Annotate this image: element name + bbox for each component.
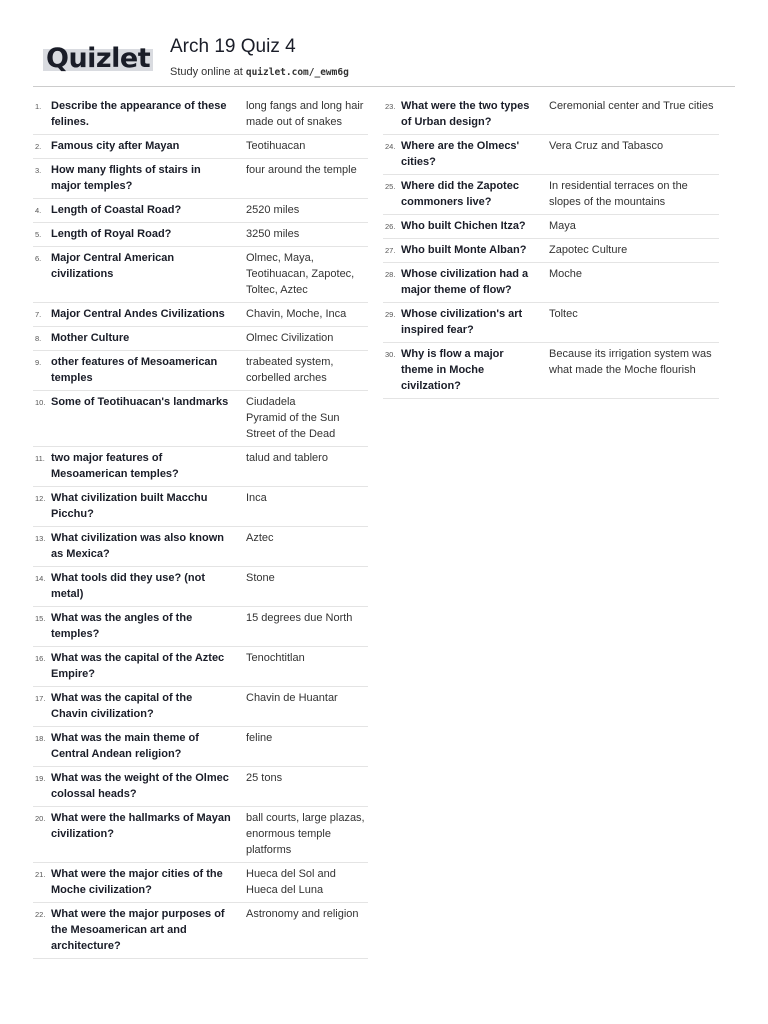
term-row [33,159,368,199]
term-number: 7. [35,310,42,319]
term-row [383,343,719,399]
term-text: What was the main theme of Central Andean religion? [51,732,199,760]
study-online-line [170,66,349,78]
term-number: 17. [35,694,46,703]
definition-text: Aztec [246,532,274,544]
definition-text: Astronomy and religion [246,908,359,920]
definition-text: Ceremonial center and True cities [549,100,714,112]
term-number: 8. [35,334,42,343]
term-number: 20. [35,814,46,823]
definition-text: long fangs and long hair made out of snakes [246,100,364,128]
term-row [33,223,368,247]
term-row [33,487,368,527]
term-text: What were the hallmarks of Mayan civilization? [51,812,231,840]
term-text: Famous city after Mayan [51,140,180,152]
term-row [33,303,368,327]
definition-text: Chavin de Huantar [246,692,338,704]
term-row [33,199,368,223]
term-text: Whose civilization had a major theme of flow? [401,268,529,296]
term-row [33,687,368,727]
term-number: 15. [35,614,46,623]
term-row [33,391,368,447]
definition-text: Olmec Civilization [246,332,334,344]
term-row [33,135,368,159]
definition-text: 15 degrees due North [246,612,353,624]
term-text: Major Central Andes Civilizations [51,308,225,320]
term-text: Describe the appearance of these felines. [51,100,227,128]
definition-text: Tenochtitlan [246,652,305,664]
term-row [33,447,368,487]
term-text: What civilization built Macchu Picchu? [51,492,208,520]
definition-text: Vera Cruz and Tabasco [549,140,664,152]
term-number: 3. [35,166,42,175]
definition-text: 25 tons [246,772,283,784]
term-text: What was the capital of the Chavin civilization? [51,692,193,720]
term-text: What were the two types of Urban design? [401,100,530,128]
term-row [33,351,368,391]
term-number: 19. [35,774,46,783]
term-row [33,863,368,903]
term-text: What was the angles of the temples? [51,612,193,640]
term-text: What civilization was also known as Mexica? [51,532,224,560]
term-row [33,903,368,959]
term-number: 10. [35,398,46,407]
term-text: What were the major cities of the Moche civilization? [51,868,223,896]
definition-text: talud and tablero [246,452,328,464]
term-number: 11. [35,454,45,463]
term-row [33,607,368,647]
term-row [33,95,368,135]
term-row [383,215,719,239]
term-number: 30. [385,350,396,359]
definition-text: Teotihuacan [246,140,306,152]
definition-text: Ciudadela Pyramid of the Sun Street of the Dead [246,396,340,440]
definition-text: 2520 miles [246,204,300,216]
term-text: What were the major purposes of the Mesoamerican art and architecture? [51,908,225,952]
definition-text: four around the temple [246,164,357,176]
definition-text: ball courts, large plazas, enormous temple platforms [246,812,365,856]
term-text: Length of Coastal Road? [51,204,182,216]
header-divider [33,86,735,87]
term-number: 25. [385,182,396,191]
term-row [33,807,368,863]
term-text: two major features of Mesoamerican temples? [51,452,179,480]
term-text: How many flights of stairs in major temples? [51,164,201,192]
term-text: other features of Mesoamerican temples [51,356,218,384]
term-text: Who built Monte Alban? [401,244,527,256]
definition-text: Toltec [549,308,578,320]
definition-text: Maya [549,220,576,232]
term-number: 14. [35,574,46,583]
term-row [383,303,719,343]
term-text: Who built Chichen Itza? [401,220,526,232]
term-text: What was the capital of the Aztec Empire? [51,652,225,680]
definition-text: trabeated system, corbelled arches [246,356,334,384]
study-url-link[interactable]: quizlet.com/_ewm6g [245,67,349,78]
term-number: 5. [35,230,42,239]
definition-text: feline [246,732,273,744]
term-row [383,175,719,215]
definition-text: 3250 miles [246,228,300,240]
term-text: Length of Royal Road? [51,228,172,240]
term-number: 9. [35,358,42,367]
term-number: 2. [35,142,42,151]
study-online-label: Study online at [170,66,246,78]
term-number: 6. [35,254,42,263]
term-number: 27. [385,246,396,255]
term-number: 26. [385,222,396,231]
term-text: Where did the Zapotec commoners live? [401,180,519,208]
term-number: 21. [35,870,46,879]
definition-text: Zapotec Culture [549,244,628,256]
quizlet-logo: Quizlet [43,43,153,74]
term-number: 22. [35,910,46,919]
term-number: 24. [385,142,396,151]
term-row [33,647,368,687]
definition-text: Inca [246,492,267,504]
term-row [33,247,368,303]
term-text: Whose civilization's art inspired fear? [401,308,523,336]
term-row [33,727,368,767]
term-text: Some of Teotihuacan's landmarks [51,396,229,408]
term-text: What was the weight of the Olmec colossal heads? [51,772,229,800]
term-row [383,239,719,263]
term-text: Mother Culture [51,332,130,344]
definition-text: Because its irrigation system was what made the Moche flourish [549,348,712,376]
definition-text: In residential terraces on the slopes of the mountains [549,180,688,208]
term-row [383,263,719,303]
right-column [383,95,719,399]
definition-text: Chavin, Moche, Inca [246,308,347,320]
term-row [33,567,368,607]
term-number: 23. [385,102,396,111]
term-number: 18. [35,734,46,743]
definition-text: Stone [246,572,275,584]
term-number: 28. [385,270,396,279]
definition-text: Olmec, Maya, Teotihuacan, Zapotec, Toltec, Aztec [246,252,355,296]
left-column [33,95,368,959]
term-text: What tools did they use? (not metal) [51,572,205,600]
term-row [33,527,368,567]
term-text: Where are the Olmecs' cities? [401,140,520,168]
definition-text: Hueca del Sol and Hueca del Luna [246,868,336,896]
term-number: 13. [35,534,46,543]
term-text: Major Central American civilizations [51,252,175,280]
term-row [33,767,368,807]
term-text: Why is flow a major theme in Moche civilzation? [401,348,504,392]
term-number: 1. [35,102,42,111]
term-row [383,135,719,175]
term-number: 29. [385,310,396,319]
page-title: Arch 19 Quiz 4 [170,36,296,57]
term-number: 12. [35,494,46,503]
term-number: 16. [35,654,46,663]
term-row [33,327,368,351]
definition-text: Moche [549,268,583,280]
page-header [0,0,768,90]
term-number: 4. [35,206,42,215]
term-row [383,95,719,135]
